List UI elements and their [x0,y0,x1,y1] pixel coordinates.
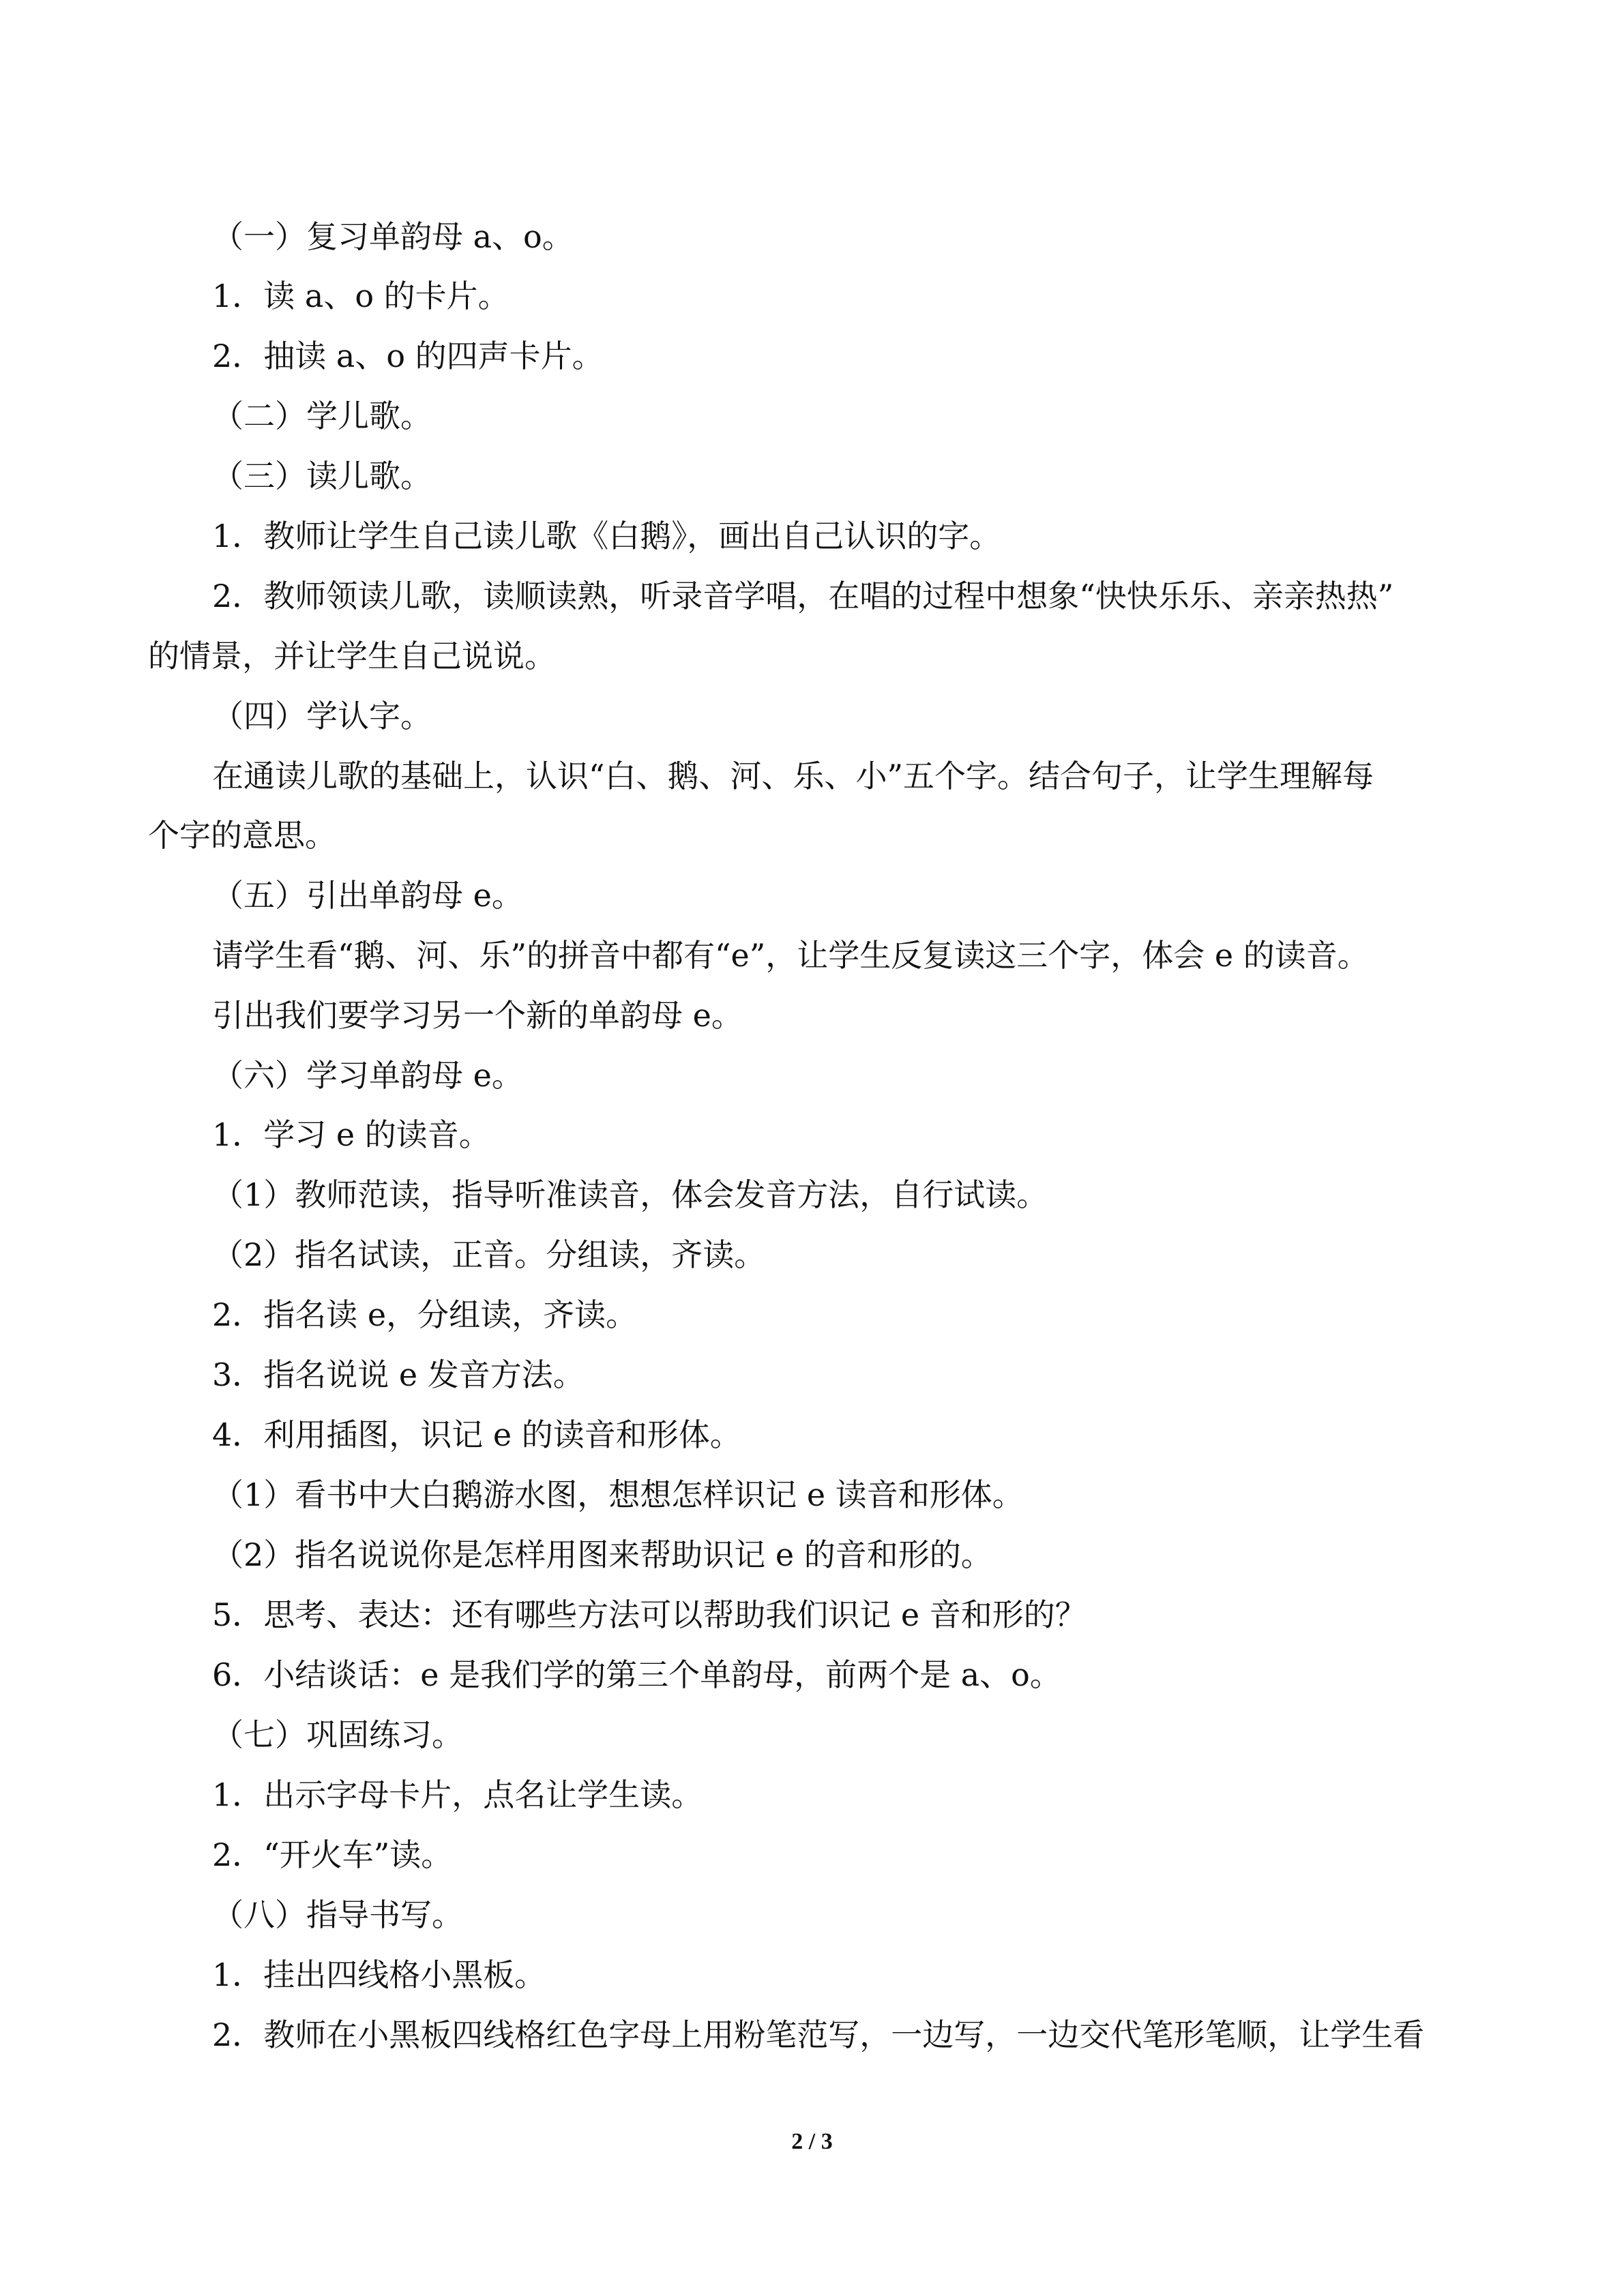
text-line: （一）复习单韵母 a、o。 [212,218,574,255]
text-line: 2．抽读 a、o 的四声卡片。 [212,338,604,374]
text-line: 请学生看“鹅、河、乐”的拼音中都有“e”，让学生反复读这三个字，体会 e 的读音。 [212,937,1369,974]
text-line: 4．利用插图，识记 e 的读音和形体。 [212,1416,741,1453]
text-line: （八）指导书写。 [212,1896,463,1933]
text-line: 2．指名读 e，分组读，齐读。 [212,1296,638,1333]
text-line: （2）指名试读，正音。分组读，齐读。 [212,1236,766,1273]
page-number: 2 / 3 [791,2129,833,2154]
text-line: 2．教师在小黑板四线格红色字母上用粉笔范写，一边写，一边交代笔形笔顺，让学生看 [212,2016,1425,2053]
text-line: 1．读 a、o 的卡片。 [212,278,510,314]
text-line: （四）学认字。 [212,698,432,734]
text-line: （三）读儿歌。 [212,458,432,494]
text-line: 在通读儿歌的基础上，认识“白、鹅、河、乐、小”五个字。结合句子，让学生理解每 [212,758,1374,794]
text-line: 3．指名说说 e 发音方法。 [212,1356,585,1393]
text-line: （2）指名说说你是怎样用图来帮助识记 e 的音和形的。 [212,1536,992,1573]
text-line: （1）看书中大白鹅游水图，想想怎样识记 e 读音和形体。 [212,1476,1024,1513]
text-line: 5．思考、表达：还有哪些方法可以帮助我们识记 e 音和形的？ [212,1596,1087,1633]
text-line: 1．出示字母卡片，点名让学生读。 [212,1776,703,1813]
text-line: （二）学儿歌。 [212,398,432,434]
text-line: 2．教师领读儿歌，读顺读熟，听录音学唱，在唱的过程中想象“快快乐乐、亲亲热热” [212,578,1394,614]
text-line: 的情景，并让学生自己说说。 [148,638,556,674]
text-line: 个字的意思。 [148,817,336,854]
text-line: 1．挂出四线格小黑板。 [212,1956,546,1993]
text-line: （1）教师范读，指导听准读音，体会发音方法，自行试读。 [212,1176,1048,1213]
text-line: 引出我们要学习另一个新的单韵母 e。 [212,997,743,1034]
text-line: 6．小结谈话：e 是我们学的第三个单韵母，前两个是 a、o。 [212,1656,1061,1693]
text-line: 1．学习 e 的读音。 [212,1116,490,1153]
text-line: （七）巩固练习。 [212,1716,463,1753]
text-line: 1．教师让学生自己读儿歌《白鹅》，画出自己认识的字。 [212,518,1001,554]
text-line: 2．“开火车”读。 [212,1836,453,1873]
text-line: （五）引出单韵母 e。 [212,877,523,914]
text-line: （六）学习单韵母 e。 [212,1057,523,1094]
